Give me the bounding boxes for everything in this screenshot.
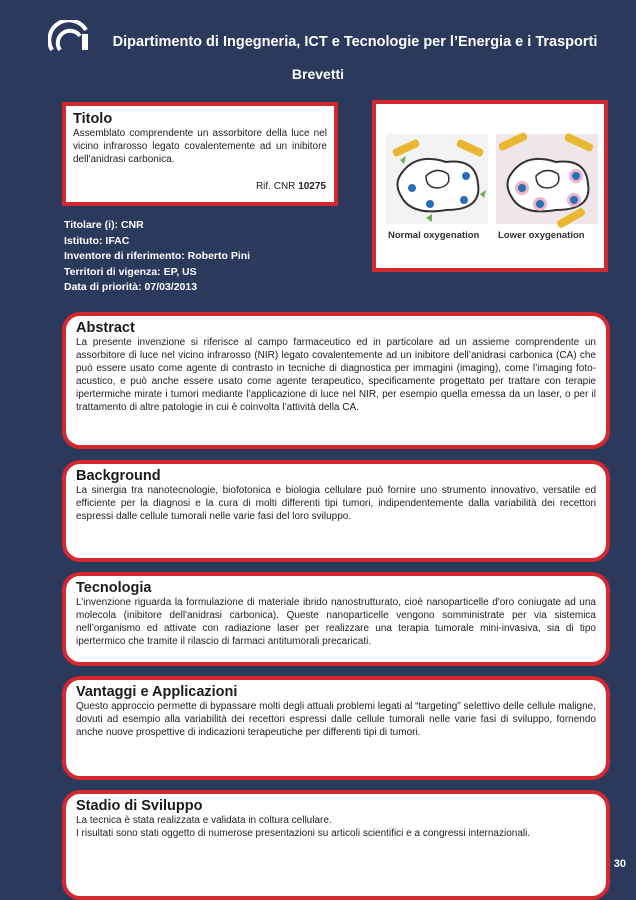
department-title: Dipartimento di Ingegneria, ICT e Tecnologie per l’Energia e i Trasporti [112,34,598,50]
vantaggi-box [62,676,610,780]
titolo-text: Assemblato comprendente un assorbitore della luce nel vicino infrarosso legato covalentemente ad un inibitore dell'anidrasi carbonica. [73,128,327,165]
abstract-box [62,312,610,449]
abstract-text: La presente invenzione si riferisce al campo farmaceutico ed in particolare ad un assieme comprendente un assorbitore di luce nel vicino infrarosso (NIR) legato covalentemente ad un inibitore dell’anidrasi carbonica (CA) che può essere usato come agente di contrasto in tecniche di diagnostica per immagini (imaging), come l’imaging foto-acustico, e può anche essere usato come agente terapeutico, specificamente progettato per trattare con terapie ipertermiche mirate i tumori mediante l’applicazione di luce nel NIR, per esempio quella emessa da un laser, o per il trattamento di altre patologie in cui è coinvolta l’attività della CA. [76,337,596,413]
section-title: Brevetti [291,66,345,82]
page-number: 30 [613,858,626,870]
titolo-heading: Titolo [73,111,113,127]
left-caption: Normal oxygenation [388,230,480,241]
background-text: La sinergia tra nanotecnologie, biofotonica e biologia cellulare può fornire uno strumento innovativo, versatile ed efficiente per la diagnosi e la cura di molti differenti tipi tumori, indipendentemente dalla variabilità dei recettori espressi dalle cellule tumorali nelle varie fasi del loro sviluppo. [76,485,596,522]
tecnologia-heading: Tecnologia [76,580,152,596]
rif-cnr [256,181,326,192]
tecnologia-text: L’invenzione riguarda la formulazione di materiale ibrido nanostrutturato, cioè nanoparticelle d'oro coniugate ad una molecola (inibitore dell'anidrasi carbonica). Queste nanoparticelle vengono somministrate per via sistemica nell’organismo ed attivate con radiazione laser per realizzare una terapia tumorale mini-invasiva, sia di tipo ipertermico che tramite il rilascio di farmaci antitumorali precaricati. [76,597,596,647]
background-heading: Background [76,468,161,484]
territori: Territori di vigenza: EP, US [64,265,197,278]
stadio-line-1: La tecnica è stata realizzata e validata in coltura cellulare. [76,815,332,826]
figure-box [372,100,608,272]
titolare: Titolare (i): CNR [64,219,144,231]
vantaggi-heading: Vantaggi e Applicazioni [76,684,238,700]
rif-label: Rif. CNR [255,181,296,192]
inventore: Inventore di riferimento: Roberto Pini [64,250,251,262]
background-box [62,460,610,562]
right-caption: Lower oxygenation [498,230,585,241]
data-priorita: Data di priorità: 07/03/2013 [64,281,198,293]
titolo-box [62,102,338,206]
stadio-line-2: I risultati sono stati oggetto di numerose presentazioni su articoli scientifici e a congressi internazionali. [76,828,531,839]
abstract-heading: Abstract [76,320,135,336]
stadio-box [62,790,610,900]
istituto: Istituto: IFAC [64,234,130,247]
vantaggi-text: Questo approccio permette di bypassare molti degli attuali problemi legati al “targeting” selettivo delle cellule maligne, dovuti ad esempio alla variabilità dei recettori espressi dalle cellule tumorali nelle varie fasi di sviluppo, fornendo anche nuove prospettive di indicazioni terapeutiche per differenti tipi di tumori. [76,701,596,738]
oxygenation-figure [386,114,598,262]
stadio-heading: Stadio di Sviluppo [76,798,203,814]
tecnologia-box [62,572,610,666]
patent-meta [64,218,250,296]
cnr-logo-icon [48,20,92,52]
rif-number: 10275 [298,181,326,192]
